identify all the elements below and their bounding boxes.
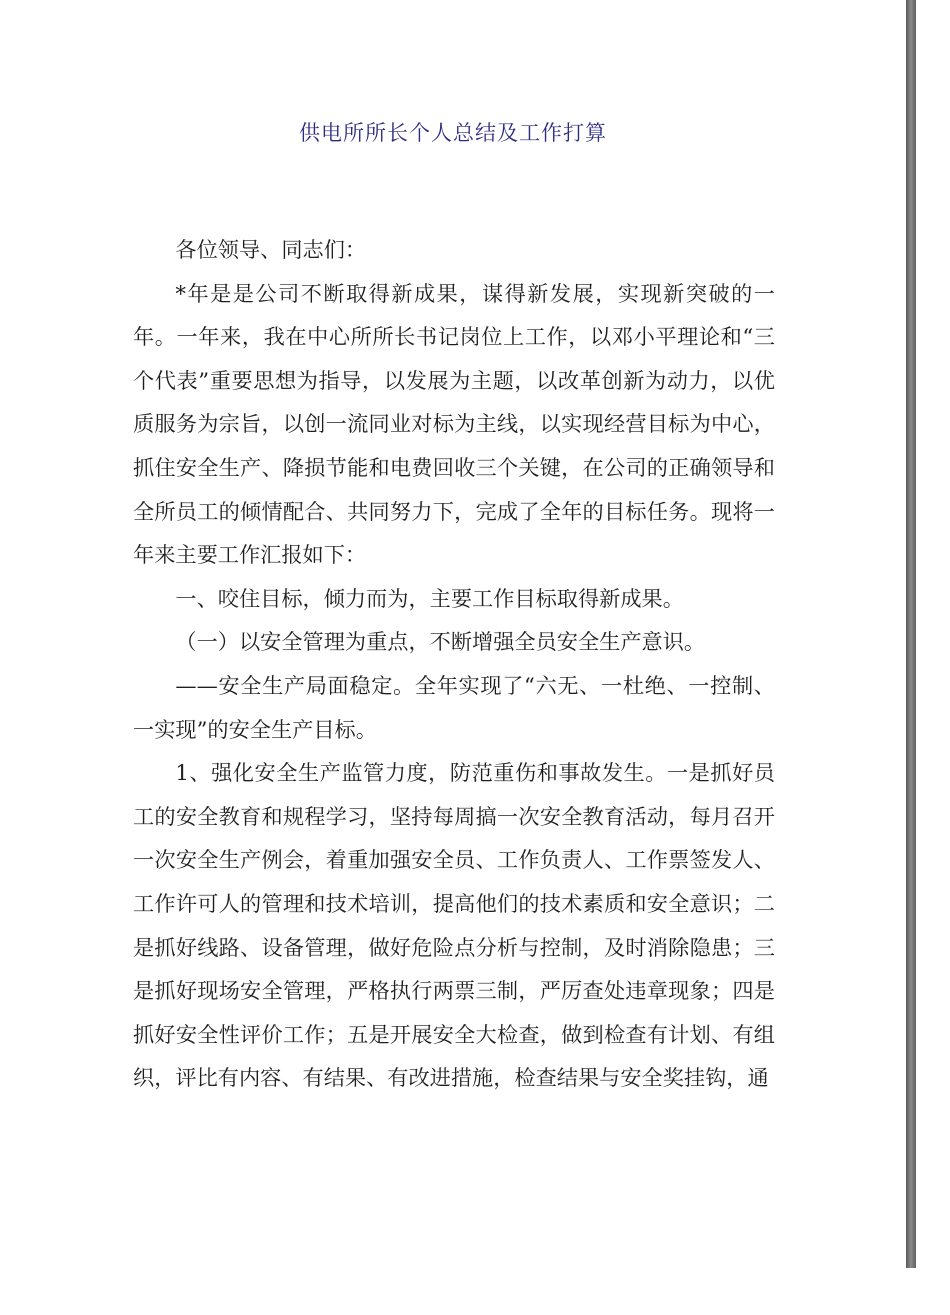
paragraph-safety-measures: 1、强化安全生产监管力度，防范重伤和事故发生。一是抓好员工的安全教育和规程学习，坚持每周搞一次安全教育活动，每月召开一次安全生产例会，着重加强安全员、工作负责人、工作票签发人、工作许可人的管理和技术培训，提高他们的技术素质和安全意识；二是抓好线路、设备管理，做好危险点分析与控制，及时消除隐患；三是抓好现场安全管理，严格执行两票三制，严厉查处违章现象；四是抓好安全性评价工作；五是开展安全大检查，做到检查有计划、有组织，评比有内容、有结果、有改进措施，检查结果与安全奖挂钩，通 — [133, 760, 775, 1091]
paragraph-safety-status: ——安全生产局面稳定。全年实现了“六无、一杜绝、一控制、一实现”的安全生产目标。 — [133, 672, 775, 742]
page-title: 供电所所长个人总结及工作打算 — [299, 121, 607, 145]
section-heading-1: 一、咬住目标，倾力而为，主要工作目标取得新成果。 — [175, 585, 684, 611]
right-margin — [916, 0, 950, 1315]
paragraph-salutation: 各位领导、同志们： — [175, 237, 367, 262]
paragraph-intro: *年是是公司不断取得新成果，谋得新发展，实现新突破的一年。一年来，我在中心所所长书记岗位上工作，以邓小平理论和“三个代表”重要思想为指导，以发展为主题，以改革创新为动力，以优质服务为宗旨，以创一流同业对标为主线，以实现经营目标为中心，抓住安全生产、降损节能和电费回收三个关键，在公司的正确领导和全所员工的倾情配合、共同努力下，完成了全年的目标任务。现将一年来主要工作汇报如下： — [133, 280, 775, 568]
vertical-scrollbar[interactable] — [906, 0, 916, 1268]
document-body — [133, 228, 775, 1100]
subsection-heading-1: （一）以安全管理为重点，不断增强全员安全生产意识。 — [175, 629, 706, 655]
